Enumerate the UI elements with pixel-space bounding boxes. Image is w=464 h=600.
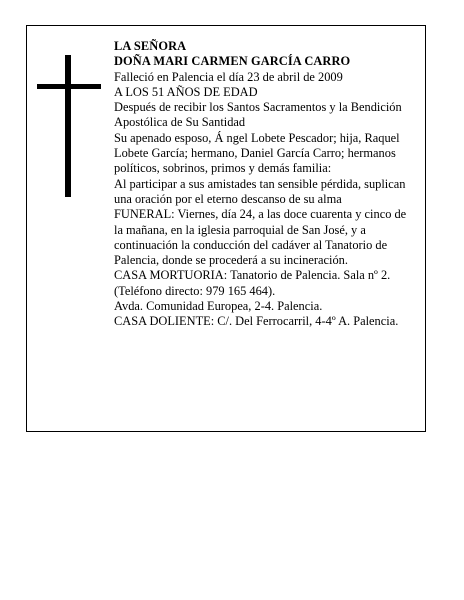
request-text: Al participar a sus amistades tan sensible pérdida, suplican una oración por el eterno descanso de su alma bbox=[114, 176, 406, 206]
cross-icon-vertical-bar bbox=[65, 55, 71, 197]
sacraments-text: Después de recibir los Santos Sacramentos y la Bendición Apostólica de Su Santidad bbox=[114, 100, 402, 130]
cross-icon-horizontal-bar bbox=[37, 84, 101, 89]
title-line-1: LA SEÑORA bbox=[114, 39, 187, 53]
casa-doliente-text: CASA DOLIENTE: C/. Del Ferrocarril, 4-4º A. Palencia. bbox=[114, 314, 399, 329]
family-text: Su apenado esposo, Á ngel Lobete Pescador; hija, Raquel Lobete García; hermano, Daniel García Carro; hermanos políticos, sobrinos, primos y demás familia: bbox=[114, 130, 400, 176]
address-text: Avda. Comunidad Europea, 2-4. Palencia. bbox=[114, 299, 323, 314]
funeral-text: FUNERAL: Viernes, día 24, a las doce cuarenta y cinco de la mañana, en la iglesia parroquial de San José, y a continuación la conducción del cadáver al Tanatorio de Palencia, donde se procederá a su incineración. bbox=[114, 207, 407, 268]
deceased-name: DOÑA MARI CARMEN GARCÍA CARRO bbox=[114, 54, 351, 69]
obituary-text bbox=[114, 39, 418, 330]
death-info: Falleció en Palencia el día 23 de abril de 2009 bbox=[114, 69, 343, 84]
age-line: A LOS 51 AÑOS DE EDAD bbox=[114, 84, 258, 99]
casa-mortuoria-text: CASA MORTUORIA: Tanatorio de Palencia. Sala nº 2. (Teléfono directo: 979 165 464). bbox=[114, 268, 391, 298]
